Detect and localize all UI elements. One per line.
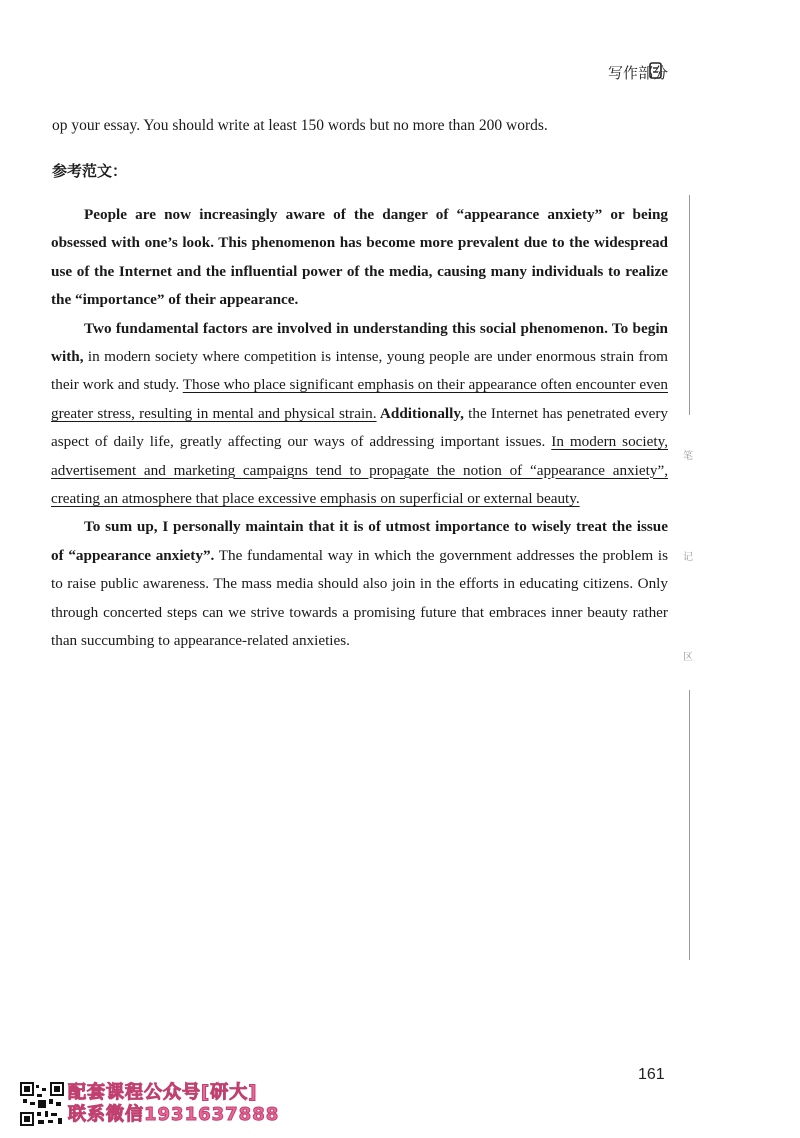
margin-note-char-3: 区 xyxy=(683,652,693,663)
paragraph-2-underlined-1: Those who place significant emphasis on their appearance often encounter even greater stress, resulting in mental and physical strain. xyxy=(51,376,668,422)
paragraph-2-bold-lead: Two fundamental factors are involved in understanding this social phenomenon. To begin with, xyxy=(51,319,668,366)
essay-body xyxy=(51,201,668,656)
margin-note-char-2: 记 xyxy=(683,552,693,563)
watermark-line-2: 联系微信1931637888 xyxy=(68,1104,280,1125)
pencil-icon xyxy=(648,62,664,80)
paragraph-2-bold-transition: Additionally, xyxy=(376,404,464,422)
section-title: 写作部分 xyxy=(607,64,668,82)
paragraph-2-underlined-2: In modern society, advertisement and marketing campaigns tend to propagate the notion of “appearance anxiety”, creating an atmosphere that place excessive emphasis on superficial or external beauty. xyxy=(51,433,669,508)
essay-paragraph-1 xyxy=(51,201,668,315)
qr-code-icon xyxy=(20,1082,64,1126)
watermark-line-1: 配套课程公众号[研大] xyxy=(68,1082,258,1103)
reference-essay-title: 参考范文： xyxy=(52,162,128,180)
paragraph-2-text-1: in modern society where competition is intense, young people are under enormous strain from their work and study. xyxy=(51,348,668,394)
page-number: 161 xyxy=(638,1066,665,1083)
essay-paragraph-3 xyxy=(51,513,668,655)
paragraph-2-text-2: the Internet has penetrated every aspect of daily life, greatly affecting our ways of addressing important issues. xyxy=(51,404,668,451)
notes-margin-rule-bottom xyxy=(689,690,690,960)
essay-paragraph-2 xyxy=(51,315,668,514)
paragraph-1-text: People are now increasingly aware of the danger of “appearance anxiety” or being obsessed with one’s look. This phenomenon has become more prevalent due to the widespread use of the Internet and the influential power of the media, causing many individuals to realize the “importance” of their appearance. xyxy=(51,206,668,309)
paragraph-3-text: The fundamental way in which the government addresses the problem is to raise public awareness. The mass media should also join in the efforts in educating citizens. Only through concerted steps can we strive towards a promising future that embraces inner beauty rather than succumbing to appearance-related anxieties. xyxy=(51,546,668,650)
instruction-text: op your essay. You should write at least 150 words but no more than 200 words. xyxy=(52,117,548,134)
margin-note-char-1: 笔 xyxy=(683,451,693,462)
paragraph-3-bold-lead: To sum up, I personally maintain that it is of utmost importance to wisely treat the issue of “appearance anxiety”. xyxy=(51,518,668,564)
notes-margin-rule-top xyxy=(689,195,690,415)
